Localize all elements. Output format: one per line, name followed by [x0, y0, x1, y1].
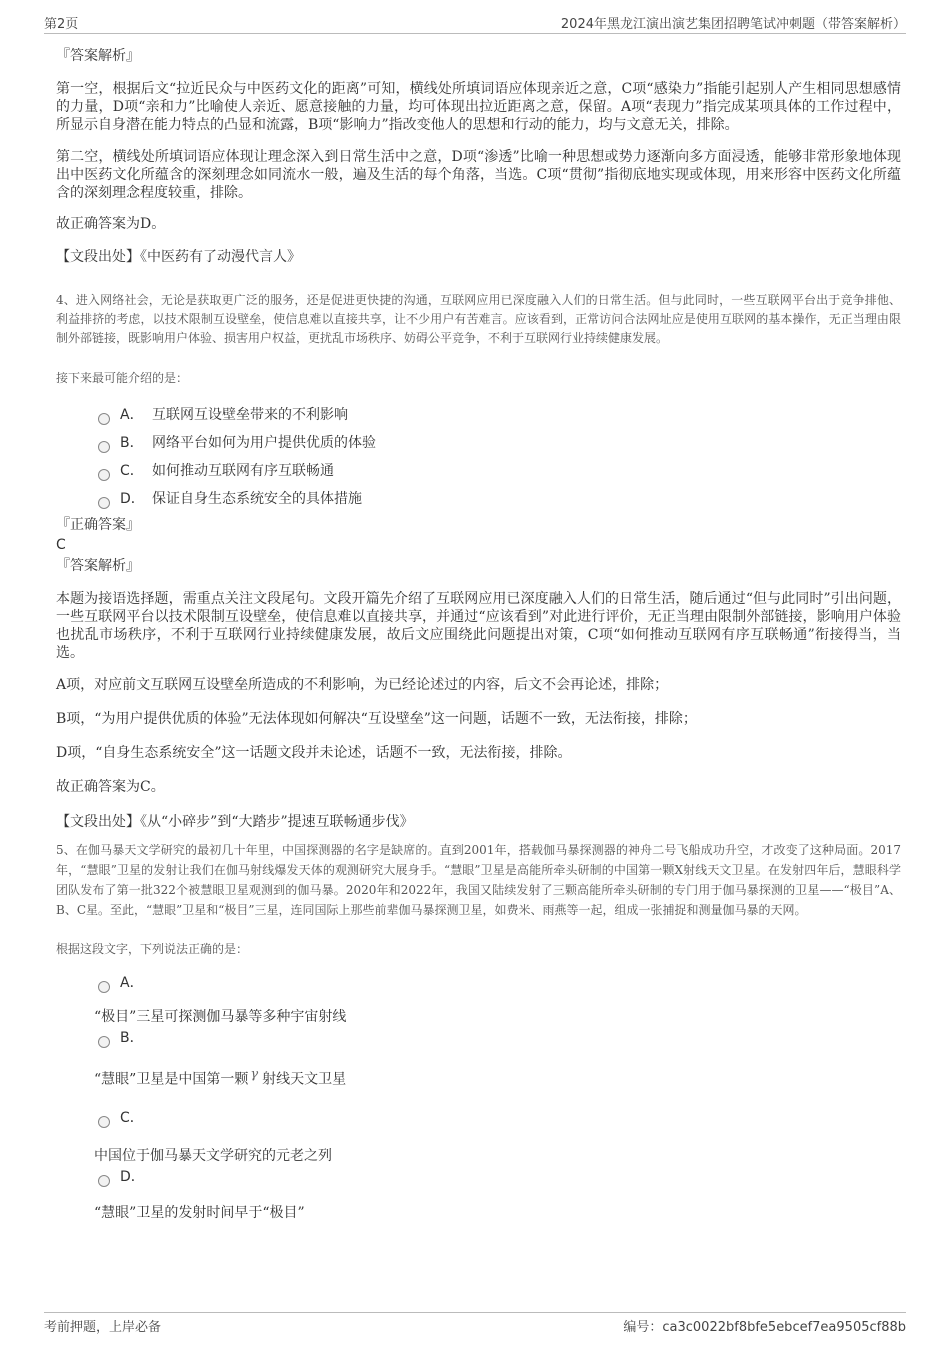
radio-icon[interactable] [98, 1036, 110, 1048]
q4-options [56, 401, 901, 513]
q4-answer-title: 『正确答案』 [56, 517, 140, 533]
q5-option-b-text: “慧眼”卫星是中国第一颗 γ 射线天文卫星 [94, 1067, 347, 1088]
radio-icon[interactable] [98, 1175, 110, 1187]
q5-option-b[interactable]: B． [98, 1028, 901, 1048]
q4-prompt: 接下来最可能介绍的是： [56, 371, 189, 385]
q5-option-a-text: “极目”三星可探测伽马暴等多种宇宙射线 [94, 1009, 347, 1025]
q3-analysis-title: 『答案解析』 [56, 48, 140, 64]
q5-option-d-text: “慧眼”卫星的发射时间早于“极目” [94, 1204, 305, 1221]
q3-analysis-para-2: 第二空，横线处所填词语应体现让理念深入到日常生活中之意，D项“渗透”比喻一种思想或势力逐渐向多方面浸透，能够非常形象地体现出中医药文化所蕴含的深刻理念如同流水一般，遍及生活的每个角落，当选。C项“贯彻”指彻底地实现或体现，用来形容中医药文化所蕴含的深刻理念程度较重，排除。 [56, 149, 901, 201]
radio-icon[interactable] [98, 1116, 110, 1128]
page-number: 第2页 [44, 17, 79, 32]
radio-icon[interactable] [98, 469, 110, 481]
footer-slogan: 考前押题，上岸必备 [44, 1320, 162, 1335]
q4-analysis-para-3: B项，“为用户提供优质的体验”无法体现如何解决“互设壁垒”这一问题，话题不一致，无法衔接，排除； [56, 711, 697, 727]
q4-option-a[interactable]: A． 互联网互设壁垒带来的不利影响 [98, 401, 901, 429]
gamma-symbol: γ [250, 1067, 259, 1082]
page-footer [44, 1312, 906, 1335]
q4-answer: C [56, 537, 66, 553]
radio-icon[interactable] [98, 497, 110, 509]
q4-option-b[interactable]: B． 网络平台如何为用户提供优质的体验 [98, 429, 901, 457]
radio-icon[interactable] [98, 413, 110, 425]
q4-question-text: 4、进入网络社会，无论是获取更广泛的服务，还是促进更快捷的沟通，互联网应用已深度融入人们的日常生活。但与此同时，一些互联网平台出于竞争排他、利益排挤的考虑，以技术限制互设壁垒，使信息难以直接共享，让不少用户有苦难言。应该看到，正常访问合法网址应是使用互联网的基本操作，无正当理由限制外部链接，既影响用户体验、损害用户权益，更扰乱市场秩序、妨碍公平竞争，不利于互联网行业持续健康发展。 [56, 293, 901, 345]
q5-option-d[interactable]: D． [98, 1167, 901, 1187]
q4-analysis-para-4: D项，“自身生态系统安全”这一话题文段并未论述，话题不一致，无法衔接，排除。 [56, 745, 572, 761]
radio-icon[interactable] [98, 441, 110, 453]
q5-option-a[interactable]: A． [98, 973, 901, 993]
q4-source: 【文段出处】《从“小碎步”到“大踏步”提速互联畅通步伐》 [56, 814, 414, 830]
document-title: 2024年黑龙江演出演艺集团招聘笔试冲刺题（带答案解析） [560, 17, 906, 32]
q3-conclusion: 故正确答案为D。 [56, 216, 166, 232]
q4-analysis-para-1: 本题为接语选择题，需重点关注文段尾句。文段开篇先介绍了互联网应用已深度融入人们的日常生活，随后通过“但与此同时”引出问题，一些互联网平台以技术限制互设壁垒，使信息难以直接共享，并通过“应该看到”对此进行评价，无正当理由限制外部链接，影响用户体验也扰乱市场秩序，不利于互联网行业持续健康发展，故后文应围绕此问题提出对策，C项“如何推动互联网有序互联畅通”衔接得当，当选。 [56, 591, 901, 661]
q4-option-d[interactable]: D． 保证自身生态系统安全的具体措施 [98, 485, 901, 513]
document-id: 编号：ca3c0022bf8bfe5ebcef7ea9505cf88b [623, 1320, 906, 1335]
radio-icon[interactable] [98, 981, 110, 993]
q4-analysis-title: 『答案解析』 [56, 558, 140, 574]
q5-option-c[interactable]: C． [98, 1108, 901, 1128]
q3-source: 【文段出处】《中医药有了动漫代言人》 [56, 249, 301, 265]
q4-analysis-para-2: A项，对应前文互联网互设壁垒所造成的不利影响，为已经论述过的内容，后文不会再论述，排除； [56, 677, 669, 693]
q5-question-text: 5、在伽马暴天文学研究的最初几十年里，中国探测器的名字是缺席的。直到2001年，搭载伽马暴探测器的神舟二号飞船成功升空，才改变了这种局面。2017年，“慧眼”卫星的发射让我们在伽马射线爆发天体的观测研究大展身手。“慧眼”卫星是高能所牵头研制的中国第一颗X射线天文卫星。在发射四年后，慧眼科学团队发布了第一批322个被慧眼卫星观测到的伽马暴。2020年和2022年，我国又陆续发射了三颗高能所牵头研制的专门用于伽马暴探测的卫星——“极目”A、B、C星。至此，“慧眼”卫星和“极目”三星，连同国际上那些前辈伽马暴探测卫星，如费米、雨燕等一起，组成一张捕捉和测量伽马暴的天网。 [56, 843, 901, 917]
q4-option-c[interactable]: C． 如何推动互联网有序互联畅通 [98, 457, 901, 485]
page-content [56, 46, 901, 1223]
q4-conclusion: 故正确答案为C。 [56, 779, 165, 795]
page-header [44, 13, 906, 34]
q3-analysis-para-1: 第一空，根据后文“拉近民众与中医药文化的距离”可知，横线处所填词语应体现亲近之意，C项“感染力”指能引起别人产生相同思想感情的力量，D项“亲和力”比喻使人亲近、愿意接触的力量，均可体现出拉近距离之意，保留。A项“表现力”指完成某项具体的工作过程中，所显示自身潜在能力特点的凸显和流露，B项“影响力”指改变他人的思想和行动的能力，均与文意无关，排除。 [56, 81, 901, 133]
q5-prompt: 根据这段文字，下列说法正确的是： [56, 942, 249, 956]
q5-option-c-text: 中国位于伽马暴天文学研究的元老之列 [94, 1147, 332, 1164]
q5-options [56, 973, 901, 1223]
